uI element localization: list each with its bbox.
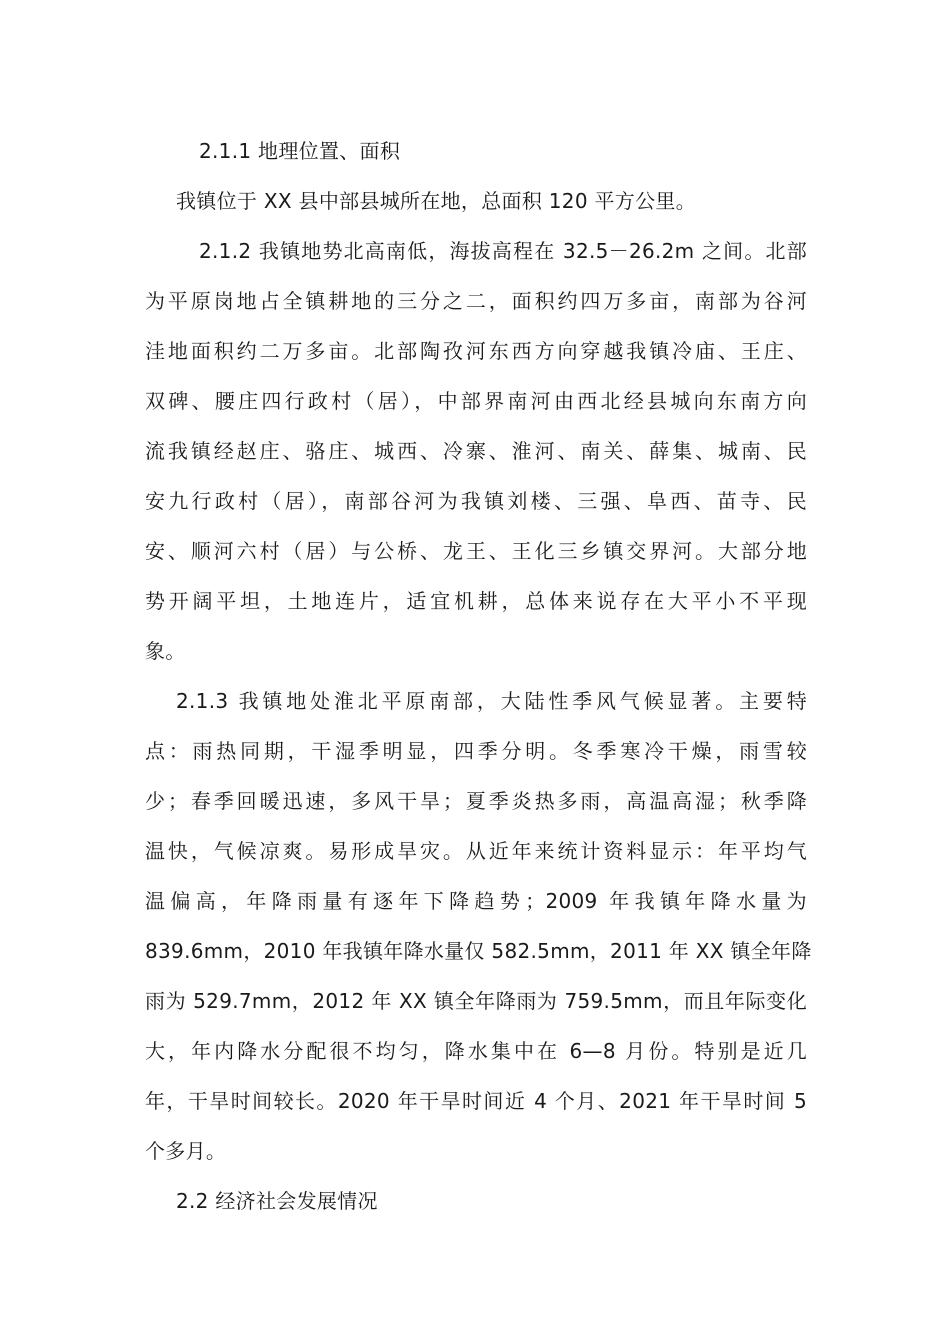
paragraph-climate-line: 温偏高，年降雨量有逐年下降趋势；2009 年我镇年降水量为 <box>145 889 807 913</box>
paragraph-climate-line: 大，年内降水分配很不均匀，降水集中在 6—8 月份。特别是近几 <box>145 1039 807 1063</box>
paragraph-climate-line: 个多月。 <box>145 1139 227 1163</box>
paragraph-location: 我镇位于 XX 县中部县城所在地，总面积 120 平方公里。 <box>176 189 697 213</box>
paragraph-climate-line: 年，干旱时间较长。2020 年干旱时间近 4 个月、2021 年干旱时间 5 <box>145 1089 807 1113</box>
heading-2-2: 2.2 经济社会发展情况 <box>176 1189 378 1213</box>
paragraph-terrain-line: 安、顺河六村（居）与公桥、龙王、王化三乡镇交界河。大部分地 <box>145 539 807 563</box>
paragraph-climate-line: 839.6mm，2010 年我镇年降水量仅 582.5mm，2011 年 XX 镇全年降 <box>145 939 812 963</box>
paragraph-terrain-line: 流我镇经赵庄、骆庄、城西、冷寨、淮河、南关、薛集、城南、民 <box>145 439 807 463</box>
paragraph-climate-line: 少；春季回暖迅速，多风干旱；夏季炎热多雨，高温高湿；秋季降 <box>145 789 807 813</box>
paragraph-terrain-line: 洼地面积约二万多亩。北部陶孜河东西方向穿越我镇冷庙、王庄、 <box>145 339 807 363</box>
paragraph-terrain-line: 安九行政村（居），南部谷河为我镇刘楼、三强、阜西、苗寺、民 <box>145 489 807 513</box>
paragraph-terrain-line: 势开阔平坦，土地连片，适宜机耕，总体来说存在大平小不平现 <box>145 589 807 613</box>
paragraph-terrain-line: 双碑、腰庄四行政村（居），中部界南河由西北经县城向东南方向 <box>145 389 807 413</box>
paragraph-climate-line: 点：雨热同期，干湿季明显，四季分明。冬季寒冷干燥，雨雪较 <box>145 739 807 763</box>
paragraph-climate-line: 温快，气候凉爽。易形成旱灾。从近年来统计资料显示：年平均气 <box>145 839 807 863</box>
paragraph-terrain-line: 2.1.2 我镇地势北高南低，海拔高程在 32.5－26.2m 之间。北部 <box>199 239 807 263</box>
paragraph-terrain-line: 象。 <box>145 639 186 663</box>
paragraph-terrain-line: 为平原岗地占全镇耕地的三分之二，面积约四万多亩，南部为谷河 <box>145 289 807 313</box>
paragraph-climate-line: 雨为 529.7mm，2012 年 XX 镇全年降雨为 759.5mm，而且年际变化 <box>145 989 807 1013</box>
heading-2-1-1: 2.1.1 地理位置、面积 <box>199 139 401 163</box>
paragraph-climate-line: 2.1.3 我镇地处淮北平原南部，大陆性季风气候显著。主要特 <box>176 689 807 713</box>
